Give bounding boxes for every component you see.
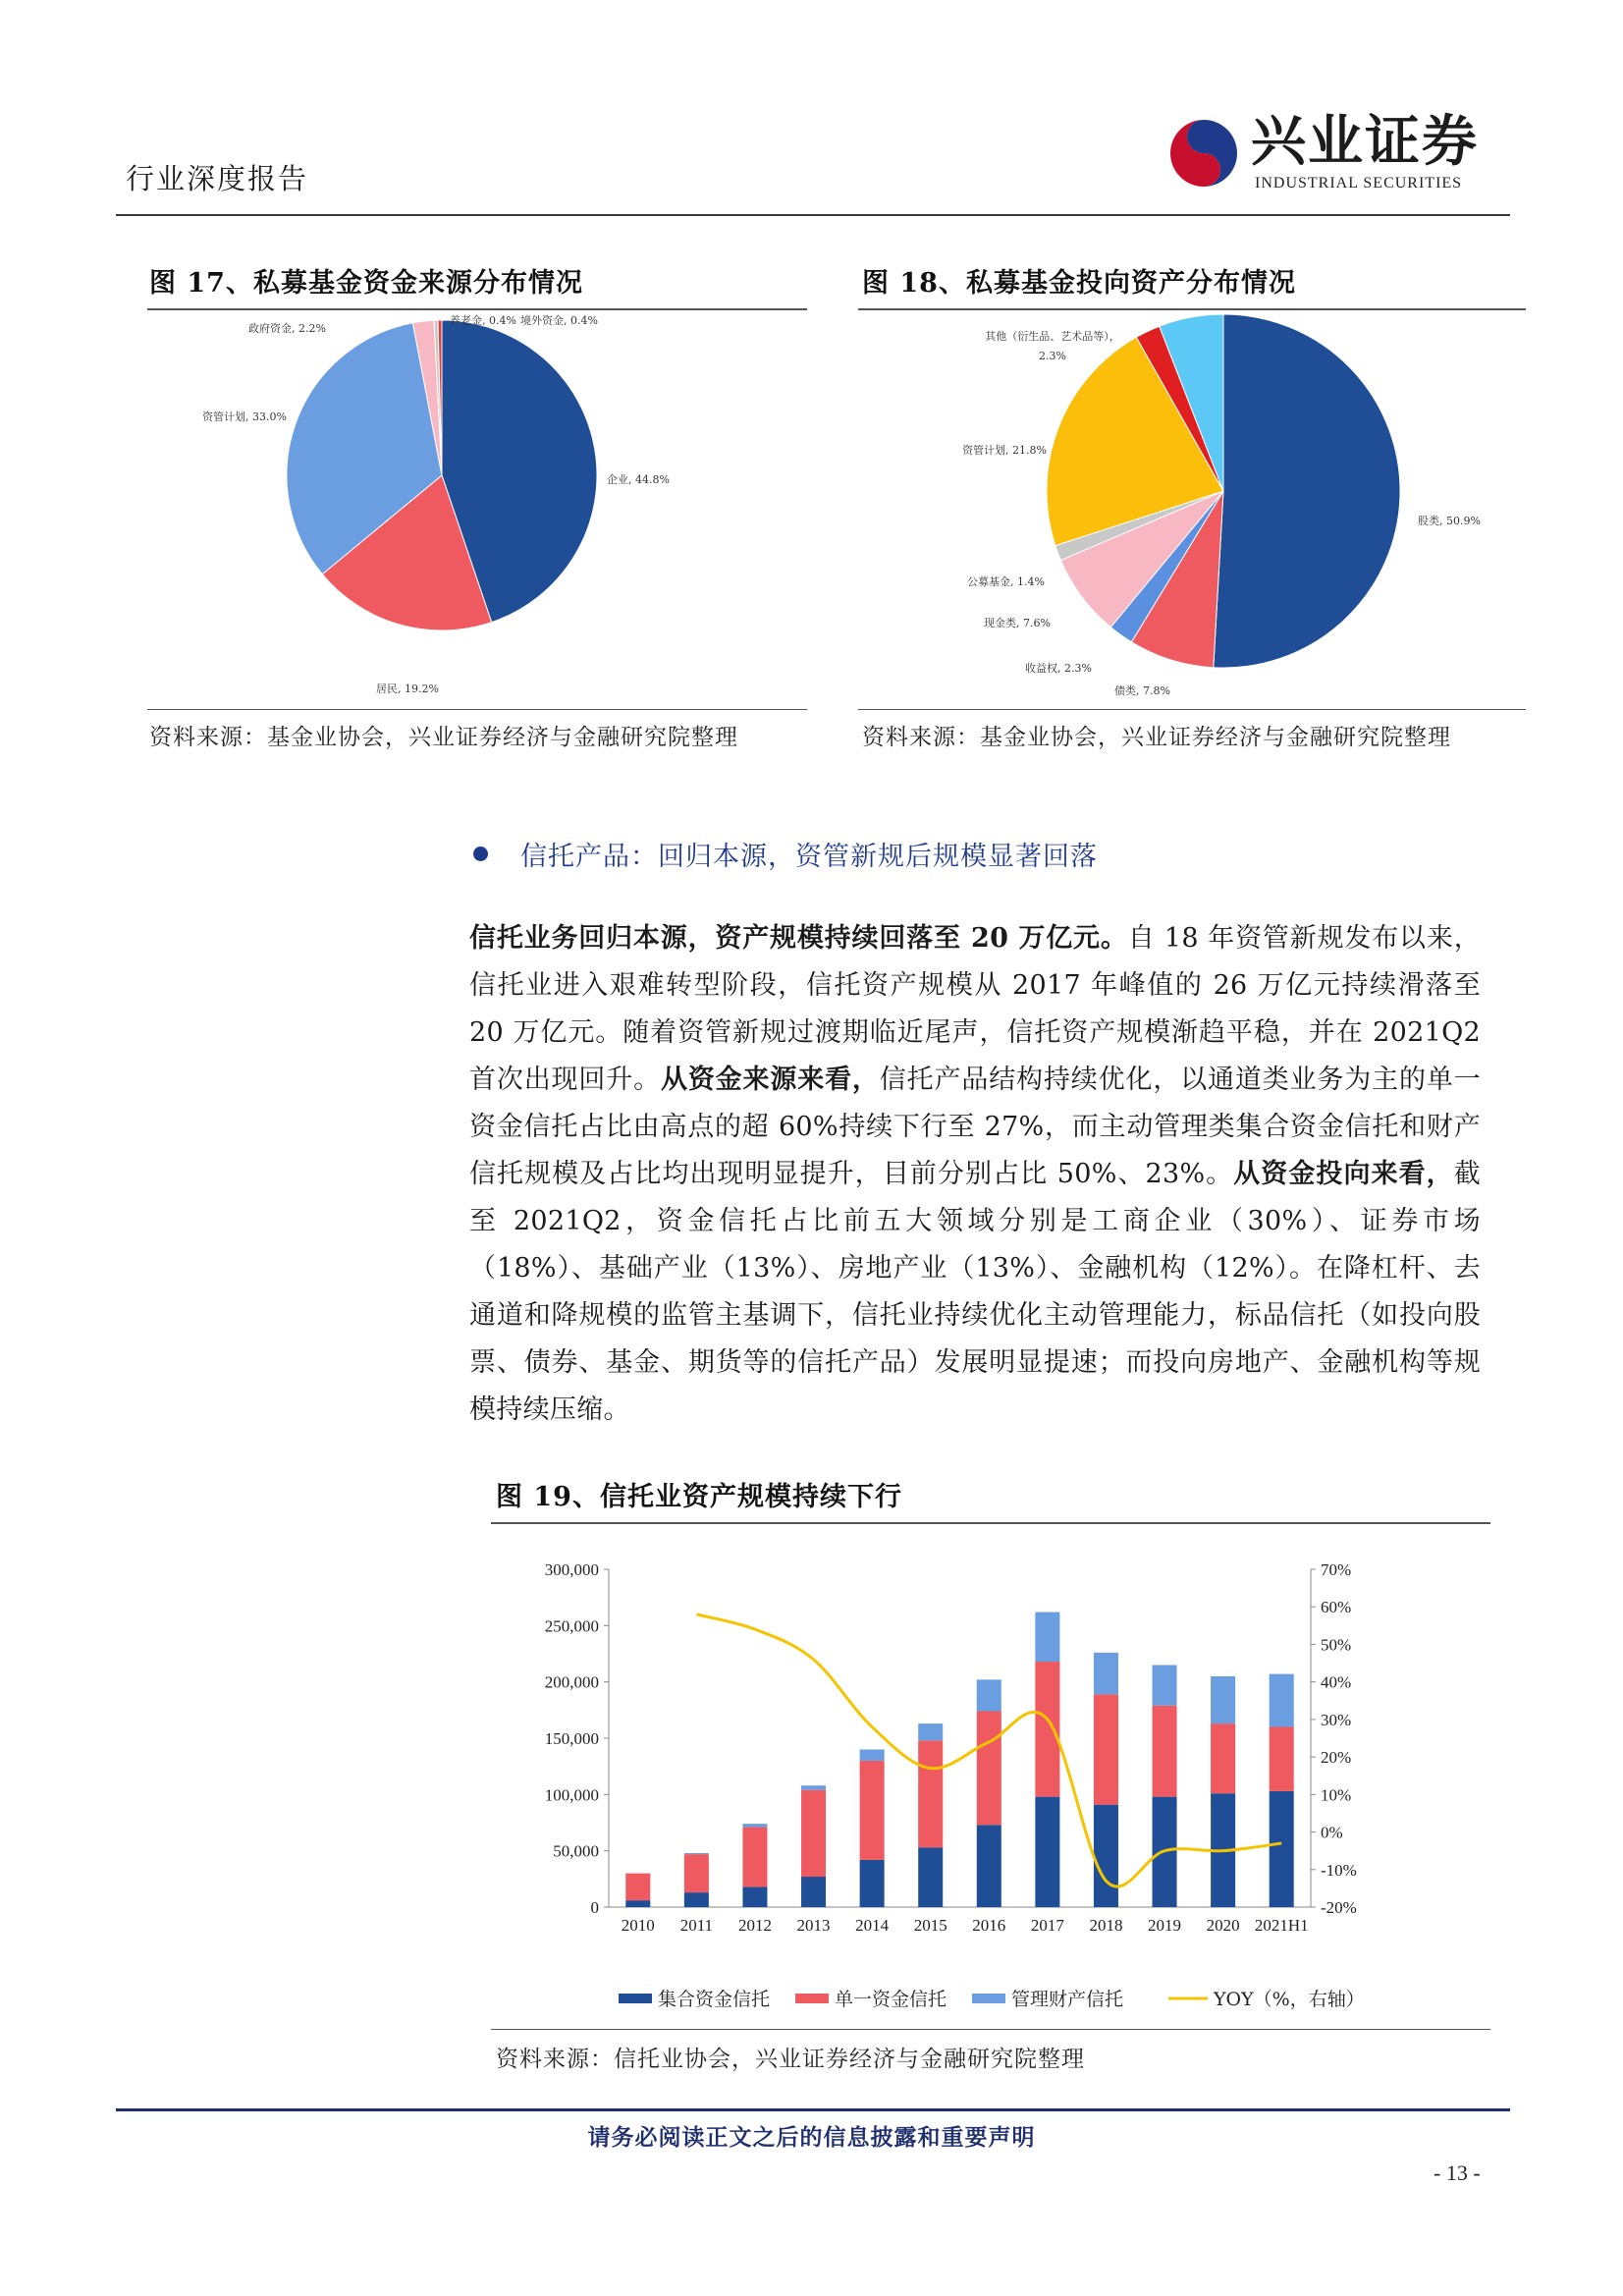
para-bold-3: 从资金投向来看， — [1233, 1159, 1454, 1189]
x-tick-label: 2010 — [621, 1916, 655, 1935]
x-tick-label: 2015 — [913, 1916, 947, 1935]
bar-single-2020 — [1211, 1723, 1235, 1793]
pie18-slice-label-5: 资管计划, 21.8% — [962, 444, 1047, 457]
header-divider — [116, 214, 1510, 216]
pie18-slice-label-3: 现金类, 7.6% — [984, 617, 1051, 629]
pie18-slice-label-2: 收益权, 2.3% — [1025, 662, 1092, 675]
legend-label-3: YOY（%，右轴） — [1214, 1989, 1365, 2010]
figure-18-source: 资料来源：基金业协会，兴业证券经济与金融研究院整理 — [862, 725, 1451, 750]
figure-17-pie-chart — [147, 312, 807, 705]
y-right-tick-label: 50% — [1321, 1635, 1352, 1655]
bar-collective-2016 — [977, 1825, 1001, 1907]
bar-single-2011 — [684, 1854, 709, 1892]
x-tick-label: 2019 — [1148, 1916, 1182, 1935]
bar-single-2021H1 — [1270, 1727, 1294, 1791]
legend-swatch-2 — [972, 1994, 1005, 2003]
bar-single-2012 — [742, 1828, 767, 1887]
y-right-tick-label: 10% — [1321, 1785, 1352, 1805]
x-tick-label: 2016 — [972, 1916, 1006, 1935]
x-tick-label: 2020 — [1206, 1916, 1240, 1935]
pie17-slice-label-3: 政府资金, 2.2% — [248, 322, 326, 335]
figure-18-pie-chart — [858, 312, 1526, 705]
bar-collective-2021H1 — [1270, 1791, 1294, 1907]
legend-swatch-1 — [795, 1994, 829, 2003]
bar-collective-2013 — [801, 1877, 826, 1907]
bar-property-2013 — [801, 1785, 826, 1790]
pie17-slice-label-5: 境外资金, 0.4% — [520, 314, 598, 327]
bar-collective-2018 — [1094, 1805, 1118, 1907]
bar-collective-2011 — [684, 1892, 709, 1907]
y-left-tick-label: 50,000 — [553, 1841, 599, 1861]
pie17-slice-label-0: 企业, 44.8% — [607, 473, 670, 486]
y-right-tick-label: 20% — [1321, 1748, 1352, 1768]
bar-property-2016 — [977, 1679, 1001, 1711]
figure-17-bottom-rule — [147, 709, 807, 710]
bar-property-2020 — [1211, 1676, 1235, 1723]
pie18-slice-label-1: 债类, 7.8% — [1114, 684, 1170, 697]
bar-single-2019 — [1153, 1706, 1177, 1797]
report-type-title: 行业深度报告 — [126, 162, 309, 195]
x-tick-label: 2021H1 — [1254, 1916, 1309, 1935]
y-left-tick-label: 150,000 — [544, 1729, 599, 1748]
y-right-tick-label: 0% — [1321, 1823, 1343, 1842]
y-right-tick-label: -20% — [1321, 1898, 1357, 1917]
para-bold-1: 信托业务回归本源，资产规模持续回落至 20 万亿元。 — [469, 923, 1128, 954]
bar-single-2017 — [1035, 1662, 1059, 1797]
pie18-slice-0 — [1214, 314, 1400, 668]
figure-18-title: 图 18、私募基金投向资产分布情况 — [862, 268, 1296, 299]
figure-17-top-rule — [147, 308, 807, 310]
x-tick-label: 2012 — [737, 1916, 772, 1935]
bar-property-2019 — [1153, 1665, 1177, 1705]
y-right-tick-label: 70% — [1321, 1560, 1352, 1579]
figure-19-title: 图 19、信托业资产规模持续下行 — [496, 1482, 902, 1512]
y-right-tick-label: 60% — [1321, 1598, 1352, 1617]
y-left-tick-label: 200,000 — [544, 1672, 599, 1692]
legend-swatch-0 — [619, 1994, 652, 2003]
y-left-tick-label: 250,000 — [544, 1616, 599, 1636]
pie18-other-label: 其他（衍生品、艺术品等）， — [985, 330, 1120, 343]
para-text-2: 信托产品结构持续优化，以通道类业务为主的单一资金信托占比由高点的超 60%持续下行至 27%，而主动管理类集合资金信托和财产信托规模及占比均出现明显提升，目前分别占比 50%、23%。 — [469, 1065, 1481, 1189]
x-tick-label: 2014 — [855, 1916, 890, 1935]
bar-single-2015 — [918, 1740, 943, 1847]
figure-18-top-rule — [858, 308, 1526, 310]
bar-property-2011 — [684, 1853, 709, 1854]
figure-19-bottom-rule — [491, 2029, 1490, 2030]
figure-19-bar-chart — [491, 1528, 1490, 2027]
x-tick-label: 2018 — [1089, 1916, 1123, 1935]
bar-collective-2012 — [742, 1886, 767, 1907]
bar-collective-2015 — [918, 1847, 943, 1907]
pie17-slice-label-4: 养老金, 0.4% — [450, 314, 516, 327]
y-right-tick-label: 30% — [1321, 1710, 1352, 1729]
figure-17-title: 图 17、私募基金资金来源分布情况 — [149, 268, 583, 299]
footer-divider — [116, 2108, 1510, 2111]
x-tick-label: 2013 — [796, 1916, 831, 1935]
logo-mark-icon — [1166, 116, 1241, 191]
bullet-icon — [473, 847, 488, 861]
pie18-slice-label-6: 2.3% — [1039, 350, 1066, 362]
company-logo — [1166, 110, 1510, 198]
pie17-slice-label-2: 资管计划, 33.0% — [202, 410, 287, 423]
bar-single-2016 — [977, 1711, 1001, 1825]
bar-property-2018 — [1094, 1653, 1118, 1694]
bar-collective-2017 — [1035, 1797, 1059, 1907]
y-left-tick-label: 0 — [590, 1898, 599, 1917]
bar-collective-2010 — [625, 1900, 650, 1907]
figure-17-source: 资料来源：基金业协会，兴业证券经济与金融研究院整理 — [149, 725, 738, 750]
bar-property-2012 — [742, 1824, 767, 1827]
pie17-slice-label-1: 居民, 19.2% — [376, 683, 439, 695]
logo-english-name: INDUSTRIAL SECURITIES — [1255, 175, 1463, 191]
para-text-1: 自 18 年资管新规发布以来，信托业进入艰难转型阶段，信托资产规模从 2017 年峰值的 26 万亿元持续滑落至 20 万亿元。随着资管新规过渡期临近尾声，信托资产规模渐趋平稳，并在 2021Q2 首次出现回升。 — [469, 923, 1481, 1095]
y-right-tick-label: -10% — [1321, 1860, 1357, 1880]
y-left-tick-label: 300,000 — [544, 1560, 599, 1579]
y-left-tick-label: 100,000 — [544, 1785, 599, 1805]
bar-property-2021H1 — [1270, 1674, 1294, 1727]
bar-collective-2014 — [860, 1860, 885, 1907]
section-heading: 信托产品：回归本源，资管新规后规模显著回落 — [520, 842, 1098, 872]
x-tick-label: 2011 — [679, 1916, 714, 1935]
legend-label-0: 集合资金信托 — [658, 1989, 771, 2010]
figure-19-source: 资料来源：信托业协会，兴业证券经济与金融研究院整理 — [496, 2047, 1085, 2072]
figure-19-top-rule — [491, 1522, 1490, 1524]
bar-single-2013 — [801, 1790, 826, 1877]
bar-single-2010 — [625, 1874, 650, 1901]
logo-chinese-name: 兴业证券 — [1251, 109, 1479, 174]
para-bold-2: 从资金来源来看， — [660, 1065, 880, 1095]
bar-single-2018 — [1094, 1694, 1118, 1804]
body-paragraph — [469, 915, 1481, 1434]
figure-18-bottom-rule — [858, 709, 1526, 710]
legend-label-1: 单一资金信托 — [835, 1989, 947, 2010]
pie18-slice-label-0: 股类, 50.9% — [1418, 515, 1481, 527]
bar-property-2017 — [1035, 1613, 1059, 1662]
pie18-slice-label-4: 公募基金, 1.4% — [967, 575, 1045, 588]
y-right-tick-label: 40% — [1321, 1672, 1352, 1692]
disclaimer-note: 请务必阅读正文之后的信息披露和重要声明 — [587, 2124, 1036, 2151]
bar-single-2014 — [860, 1761, 885, 1860]
legend-label-2: 管理财产信托 — [1011, 1989, 1124, 2010]
x-tick-label: 2017 — [1030, 1916, 1064, 1935]
page-number: - 13 - — [1434, 2160, 1481, 2185]
para-text-3: 截至 2021Q2，资金信托占比前五大领域分别是工商企业（30%）、证券市场（18%）、基础产业（13%）、房地产业（13%）、金融机构（12%）。在降杠杆、去通道和降规模的监管主基调下，信托业持续优化主动管理能力，标品信托（如投向股票、债券、基金、期货等的信托产品）发展明显提速；而投向房地产、金融机构等规模持续压缩。 — [469, 1159, 1482, 1425]
bar-property-2015 — [918, 1723, 943, 1740]
bar-property-2014 — [860, 1749, 885, 1760]
